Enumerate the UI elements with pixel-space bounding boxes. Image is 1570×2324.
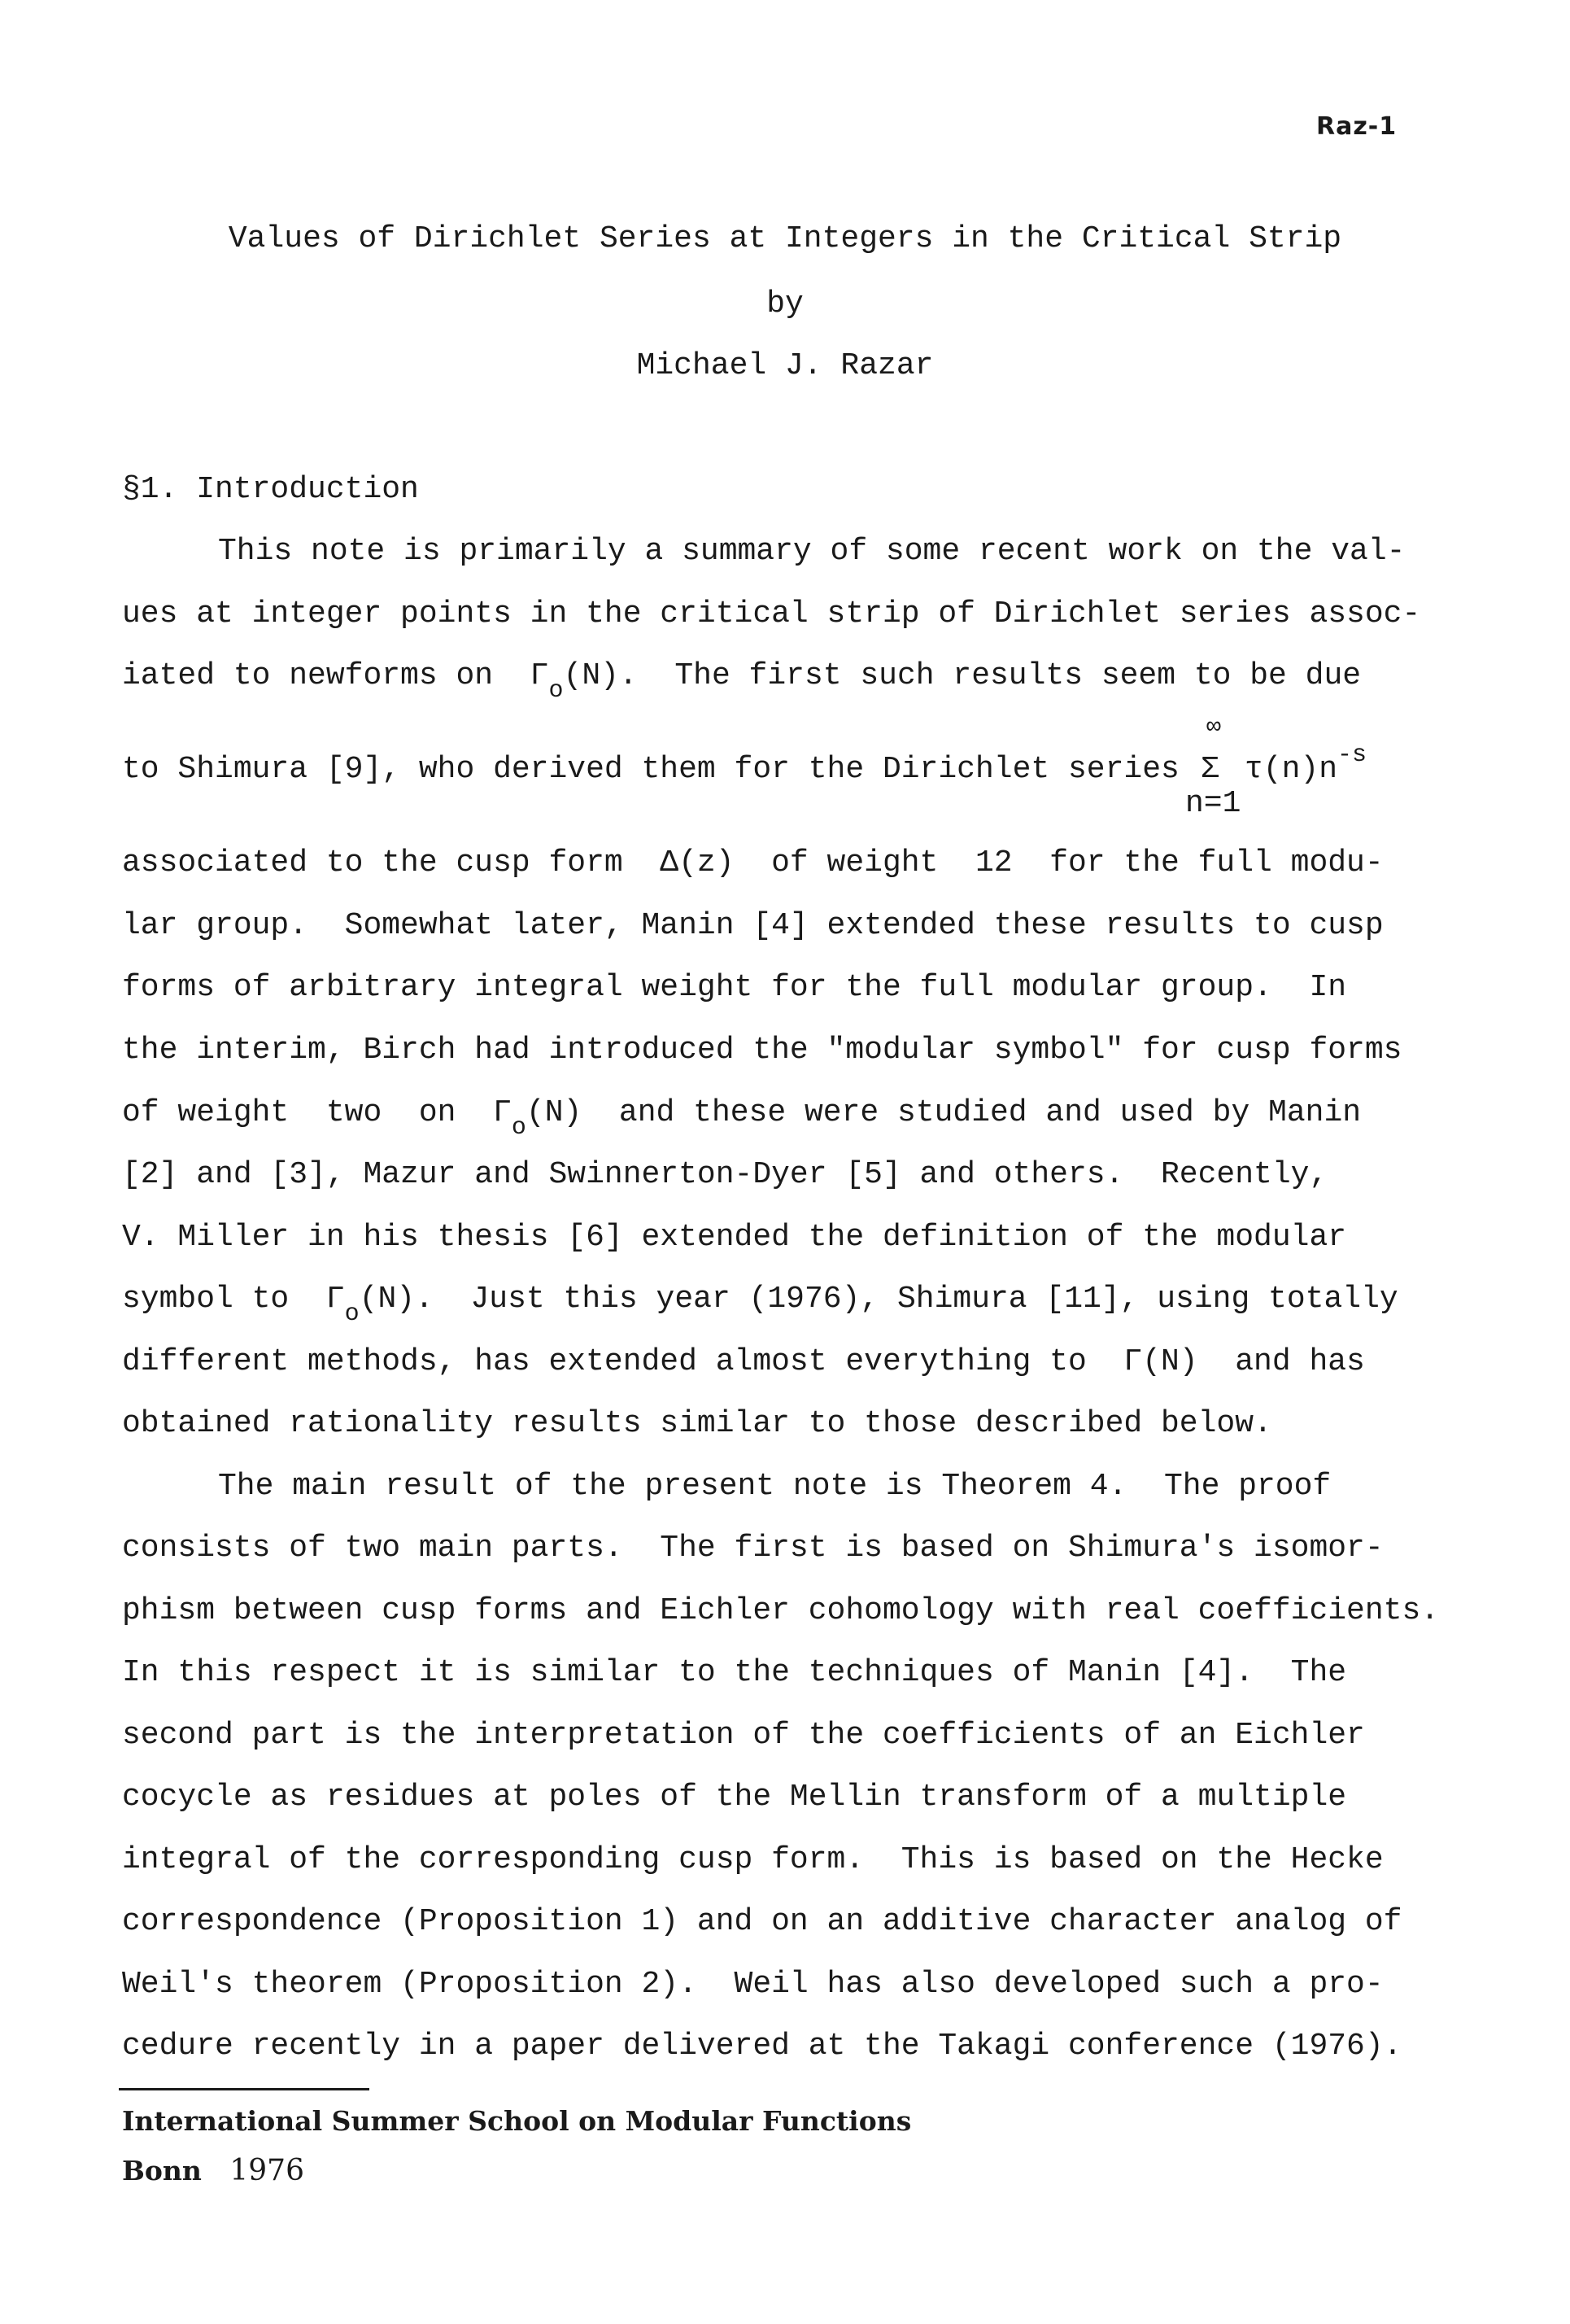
sum-symbol: Σ [1201,752,1219,787]
p2-line-7: integral of the corresponding cusp form. This is based on the Hecke [122,1842,1384,1877]
p1-line-13: different methods, has extended almost everything to Γ(N) and has [122,1344,1365,1379]
p1-line-1: This note is primarily a summary of some recent work on the val- [218,534,1406,569]
p1-line-7: forms of arbitrary integral weight for the full modular group. In [122,970,1347,1005]
sum-term: $\tau(n)n^{-s}$ [1245,741,1367,787]
p2-line-10: cedure recently in a paper delivered at the Takagi conference (1976). [122,2029,1402,2064]
p2-line-8: correspondence (Proposition 1) and on an additive character analog of [122,1904,1402,1939]
p2-line-9: Weil's theorem (Proposition 2). Weil has also developed such a pro- [122,1967,1384,2002]
p1-line-8: the interim, Birch had introduced the "modular symbol" for cusp forms [122,1033,1402,1068]
p2-line-1: The main result of the present note is Theorem 4. The proof [218,1469,1332,1504]
paper-author: Michael J. Razar [636,348,934,383]
p1-line-3: iated to newforms on $\Gamma_o(N)$. The first such results seem to be due [122,658,1362,705]
p2-line-5: second part is the interpretation of the coefficients of an Eichler [122,1718,1365,1753]
p2-line-2: consists of two main parts. The first is based on Shimura's isomor- [122,1531,1384,1566]
p1-line-4: to Shimura [9], who derived them for the Dirichlet series [122,752,1180,787]
p2-line-6: cocycle as residues at poles of the Mellin transform of a multiple [122,1780,1347,1815]
p1-line-11: V. Miller in his thesis [6] extended the definition of the modular [122,1220,1347,1255]
footer-location: Bonn 1976 [122,2154,304,2187]
p1-line-12: symbol to $\Gamma_o(N)$. Just this year (1976), Shimura [11], using totally [122,1282,1398,1328]
p1-line-5: associated to the cusp form Δ(z) of weight 12 for the full modu- [122,845,1384,880]
footer-conference: International Summer School on Modular Functions [122,2105,912,2137]
section-heading: §1. Introduction [122,472,419,507]
page-id: Raz-1 [1316,112,1398,141]
sum-lower-limit: n=1 [1185,786,1241,821]
p1-line-9: of weight two on $\Gamma_o(N)$ and these were studied and used by Manin [122,1095,1362,1142]
p1-line-2: ues at integer points in the critical strip of Dirichlet series assoc- [122,596,1421,631]
sum-upper-limit: ∞ [1206,714,1222,741]
p2-line-4: In this respect it is similar to the techniques of Manin [4]. The [122,1655,1347,1690]
title-by: by [766,286,804,321]
p1-line-10: [2] and [3], Mazur and Swinnerton-Dyer [5] and others. Recently, [122,1157,1328,1192]
p1-line-6: lar group. Somewhat later, Manin [4] extended these results to cusp [122,908,1384,943]
paper-title: Values of Dirichlet Series at Integers in the Critical Strip [228,221,1342,256]
footnote-rule [119,2088,369,2090]
p1-line-14: obtained rationality results similar to those described below. [122,1406,1272,1441]
p2-line-3: phism between cusp forms and Eichler cohomology with real coefficients. [122,1593,1440,1628]
